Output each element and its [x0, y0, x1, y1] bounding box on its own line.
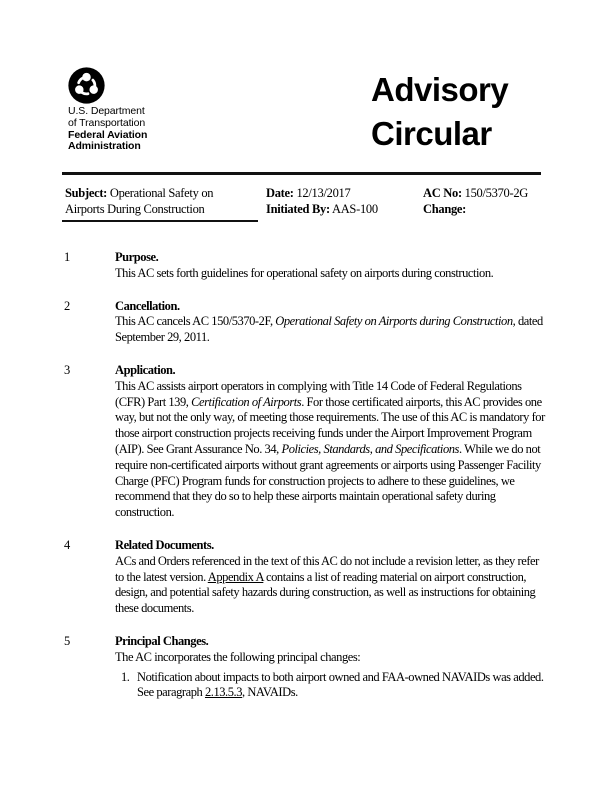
section-number: 3 [64, 362, 70, 377]
section-heading: Purpose. [115, 250, 159, 264]
section-number: 5 [64, 633, 70, 648]
section-related-documents [64, 538, 546, 617]
section-paragraph [115, 314, 546, 346]
date-value: 12/13/2017 [296, 186, 351, 200]
paragraph-text: . For those certificated airports, this AC provides one way, but not the only way, of meeting those requirements. The use of this AC is mandatory for those airport construction projects receiving funds under the Airport Improvement Program (AIP). See Grant Assurance No. 34, [115, 394, 545, 456]
dept-line-2: of Transportation [68, 116, 146, 129]
change-label: Change: [423, 201, 467, 216]
paragraph-text: Notification about impacts to both airport owned and FAA-owned NAVAIDs was added. See paragraph [137, 669, 544, 700]
meta-initiated-row [266, 202, 407, 218]
paragraph-text: This AC assists airport operators in complying with Title 14 Code of Federal Regulations (CFR) Part 139, [115, 378, 522, 409]
paragraph-text: , NAVAIDs. [242, 685, 298, 700]
initiated-by-label: Initiated By: [266, 201, 330, 216]
dot-triskelion-icon [68, 67, 105, 109]
numbered-list-item [115, 670, 546, 702]
section-principal-changes [64, 634, 546, 701]
section-number: 1 [64, 250, 70, 264]
section-cancellation [64, 299, 546, 346]
meta-date-row [266, 186, 407, 202]
ac-no-label: AC No: [423, 186, 462, 200]
initiated-by-value: AAS-100 [331, 201, 378, 216]
document-body [64, 250, 546, 718]
cited-document-title: Certification of Airports [191, 394, 302, 409]
section-heading: Cancellation. [115, 298, 180, 313]
appendix-a-link[interactable]: Appendix A [207, 569, 264, 584]
agency-line-1: Federal Aviation [68, 128, 148, 141]
cited-document-title: Operational Safety on Airports during Construction, [275, 314, 516, 329]
paragraph-text: dated September 29, 2011. [115, 314, 543, 345]
section-intro [115, 650, 546, 666]
list-item-marker: 1. [121, 669, 130, 684]
section-paragraph [115, 266, 546, 282]
section-purpose [64, 250, 546, 282]
agency-name-block [68, 106, 147, 153]
document-meta [65, 186, 545, 217]
section-heading: Related Documents. [115, 537, 214, 552]
agency-line-2: Administration [68, 140, 141, 153]
list-item-text [137, 670, 546, 702]
meta-acno-change [423, 186, 545, 217]
subject-underline [62, 220, 258, 222]
meta-subject [65, 186, 250, 217]
subject-label: Subject: [65, 186, 108, 200]
ac-no-value: 150/5370-2G [464, 186, 529, 200]
paragraph-2-13-5-3-link[interactable]: 2.13.5.3 [204, 685, 242, 700]
section-number: 4 [64, 537, 70, 552]
paragraph-text: The AC incorporates the following principal changes: [115, 649, 361, 664]
paragraph-text: contains a list of reading material on airport construction, design, and potential safety hazards during construction, as well as instructions for obtaining these documents. [115, 569, 536, 616]
section-number: 2 [64, 298, 70, 313]
section-heading: Application. [115, 362, 176, 377]
cited-document-title: Policies, Standards, and Specifications [281, 441, 459, 456]
section-paragraph [115, 379, 546, 521]
header-divider [62, 172, 541, 175]
subject-value: Operational Safety on Airports During Construction [65, 186, 214, 216]
date-label: Date: [266, 186, 294, 200]
document-title-line-1: Advisory [371, 71, 509, 108]
meta-date-initiated [266, 186, 407, 217]
paragraph-text: This AC sets forth guidelines for operational safety on airports during construction. [115, 265, 494, 280]
section-application [64, 363, 546, 521]
dept-line-1: U.S. Department [68, 105, 145, 117]
meta-change-row [423, 202, 545, 218]
paragraph-text: This AC cancels AC 150/5370-2F, [115, 314, 276, 329]
paragraph-text: ACs and Orders referenced in the text of this AC do not include a revision letter, as they refer to the latest version. [115, 553, 539, 584]
section-paragraph [115, 554, 546, 617]
document-title [371, 68, 508, 156]
section-heading: Principal Changes. [115, 633, 209, 648]
meta-acno-row [423, 186, 545, 202]
paragraph-text: . While we do not require non-certificated airports without grant agreements or airports using Passenger Facility Charge (PFC) Program funds for construction projects to adhere to these guidelines, we recommend that they do so to help these airports maintain operational safety during construction. [115, 441, 541, 520]
document-title-line-2: Circular [371, 115, 492, 152]
